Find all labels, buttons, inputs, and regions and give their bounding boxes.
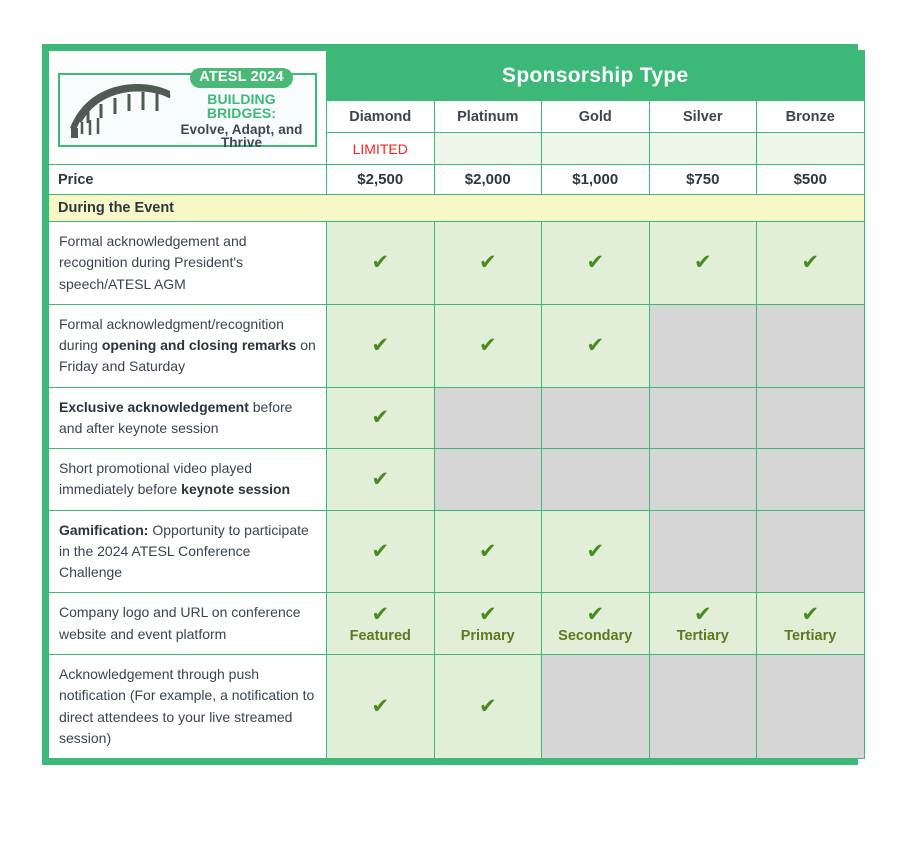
benefit-description: [49, 654, 327, 758]
benefit-included-platinum: [434, 510, 542, 593]
check-icon: ✔: [586, 250, 605, 275]
benefit-included-gold: [542, 593, 650, 655]
benefit-included-diamond: [327, 654, 435, 758]
logo-badge: ATESL 2024: [190, 68, 292, 88]
check-icon: ✔: [478, 333, 497, 358]
availability-empty-silver: [649, 133, 757, 165]
benefit-included-platinum: [434, 654, 542, 758]
benefit-included-diamond: [327, 510, 435, 593]
availability-badge-diamond: LIMITED: [327, 133, 435, 165]
section-band-label: During the Event: [49, 195, 865, 222]
benefit-excluded-silver: [649, 304, 757, 387]
logo-tagline: BUILDING BRIDGES:: [206, 90, 277, 121]
benefit-emphasis: opening and closing remarks: [101, 337, 297, 354]
tier-header-silver: Silver: [649, 101, 757, 133]
benefit-text: on Friday and Saturday: [59, 337, 316, 375]
benefit-included-diamond: [327, 222, 435, 305]
benefit-text: Acknowledgement through push notification (For example, a notification to direct attendees to your live streamed session): [59, 665, 315, 746]
placement-rank-label: Featured: [349, 627, 411, 644]
benefit-description: [49, 593, 327, 655]
benefit-excluded-bronze: [757, 654, 865, 758]
availability-empty-gold: [542, 133, 650, 165]
placement-rank-label: Tertiary: [676, 627, 729, 644]
check-icon: ✔: [586, 601, 605, 626]
benefit-included-silver: [649, 222, 757, 305]
logo-subtitle: Evolve, Adapt, and Thrive: [180, 121, 303, 151]
benefit-excluded-platinum: [434, 387, 542, 449]
check-icon: ✔: [801, 250, 820, 275]
benefit-text: Formal acknowledgement and recognition during President's speech/ATESL AGM: [59, 233, 247, 292]
section-band-row: [49, 195, 865, 222]
benefit-included-diamond: [327, 304, 435, 387]
benefit-excluded-bronze: [757, 510, 865, 593]
benefit-excluded-bronze: [757, 449, 865, 511]
bridge-icon: [68, 78, 172, 140]
check-icon: ✔: [371, 250, 390, 275]
check-icon: ✔: [693, 601, 712, 626]
benefit-excluded-silver: [649, 510, 757, 593]
benefit-description: [49, 510, 327, 593]
price-silver: $750: [649, 165, 757, 195]
benefit-excluded-gold: [542, 654, 650, 758]
check-icon: ✔: [371, 694, 390, 719]
benefit-description: [49, 449, 327, 511]
check-icon: ✔: [371, 466, 390, 491]
tier-header-bronze: Bronze: [757, 101, 865, 133]
header-banner-row: [49, 51, 865, 101]
benefit-row: [49, 222, 865, 305]
placement-rank-label: Secondary: [558, 627, 633, 644]
benefit-text: Formal acknowledgment/recognition during: [59, 315, 284, 354]
tier-header-platinum: Platinum: [434, 101, 542, 133]
logo-text-group: [176, 68, 307, 150]
benefit-included-platinum: [434, 222, 542, 305]
benefit-included-gold: [542, 222, 650, 305]
benefit-excluded-gold: [542, 449, 650, 511]
check-icon: ✔: [371, 539, 390, 564]
logo-cell: [49, 51, 327, 165]
check-icon: ✔: [371, 601, 390, 626]
placement-rank-label: Primary: [460, 627, 515, 644]
benefit-excluded-silver: [649, 654, 757, 758]
check-icon: ✔: [478, 601, 497, 626]
check-icon: ✔: [586, 539, 605, 564]
check-icon: ✔: [371, 333, 390, 358]
benefit-description: [49, 304, 327, 387]
benefit-emphasis: keynote session: [181, 481, 291, 498]
benefit-included-bronze: [757, 222, 865, 305]
benefit-excluded-bronze: [757, 304, 865, 387]
availability-empty-platinum: [434, 133, 542, 165]
price-diamond: $2,500: [327, 165, 435, 195]
sponsorship-comparison-table: [48, 50, 865, 759]
benefit-row: [49, 304, 865, 387]
benefit-included-diamond: [327, 593, 435, 655]
tier-header-gold: Gold: [542, 101, 650, 133]
benefit-excluded-silver: [649, 387, 757, 449]
check-icon: ✔: [801, 601, 820, 626]
benefit-excluded-platinum: [434, 449, 542, 511]
benefit-included-bronze: [757, 593, 865, 655]
check-icon: ✔: [478, 250, 497, 275]
price-row-label: Price: [49, 165, 327, 195]
price-bronze: $500: [757, 165, 865, 195]
benefit-included-platinum: [434, 304, 542, 387]
benefit-emphasis: Gamification:: [59, 521, 149, 538]
benefit-included-diamond: [327, 449, 435, 511]
benefit-row: [49, 654, 865, 758]
benefit-text: Company logo and URL on conference website and event platform: [59, 604, 301, 642]
price-platinum: $2,000: [434, 165, 542, 195]
benefit-row: [49, 449, 865, 511]
benefit-excluded-bronze: [757, 387, 865, 449]
availability-empty-bronze: [757, 133, 865, 165]
benefit-included-platinum: [434, 593, 542, 655]
benefit-included-gold: [542, 510, 650, 593]
price-gold: $1,000: [542, 165, 650, 195]
benefit-row: [49, 510, 865, 593]
benefit-included-diamond: [327, 387, 435, 449]
sponsorship-type-banner: Sponsorship Type: [327, 51, 865, 101]
price-row: [49, 165, 865, 195]
check-icon: ✔: [693, 250, 712, 275]
check-icon: ✔: [371, 405, 390, 430]
benefit-included-gold: [542, 304, 650, 387]
benefit-text: Short promotional video played immediately before: [59, 460, 253, 498]
tier-header-diamond: Diamond: [327, 101, 435, 133]
check-icon: ✔: [478, 694, 497, 719]
check-icon: ✔: [478, 539, 497, 564]
benefit-included-silver: [649, 593, 757, 655]
benefit-excluded-gold: [542, 387, 650, 449]
benefit-emphasis: Exclusive acknowledgement: [59, 398, 249, 415]
placement-rank-label: Tertiary: [784, 627, 837, 644]
table-frame: [42, 44, 858, 765]
benefit-row: [49, 387, 865, 449]
benefit-text: Opportunity to participate in the 2024 ATESL Conference Challenge: [59, 521, 309, 581]
atesl-logo: [58, 69, 317, 151]
benefit-description: [49, 222, 327, 305]
check-icon: ✔: [586, 333, 605, 358]
benefit-text: before and after keynote session: [59, 398, 293, 436]
benefit-description: [49, 387, 327, 449]
benefit-excluded-silver: [649, 449, 757, 511]
benefit-row: [49, 593, 865, 655]
